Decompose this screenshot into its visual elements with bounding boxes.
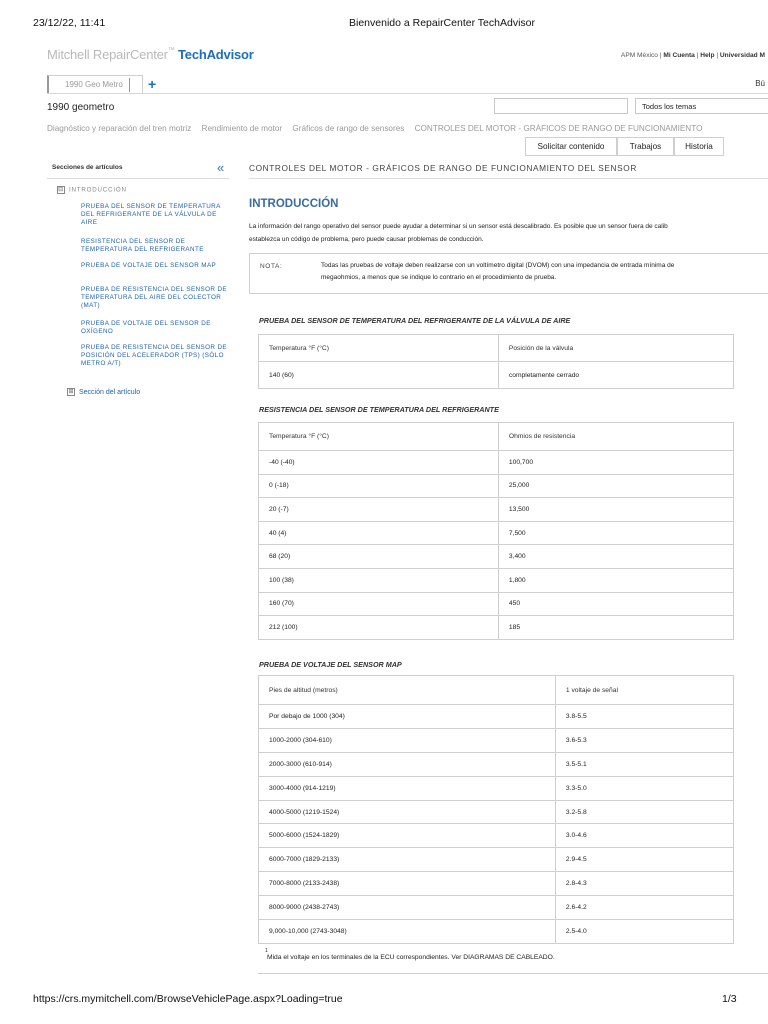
intro-line: La información del rango operativo del sensor puede ayudar a determinar si un sensor está descalibrado. Es posible que un sensor fuera de calib bbox=[249, 223, 668, 230]
table-cell: 3000-4000 (914-1219) bbox=[259, 776, 556, 800]
tab-vehicle[interactable] bbox=[47, 75, 143, 93]
sidebar-item-mat-resistance[interactable]: PRUEBA DE RESISTENCIA DEL SENSOR DE TEMPERATURA DEL AIRE DEL COLECTOR (MAT) bbox=[81, 286, 228, 310]
table-row bbox=[259, 705, 734, 729]
print-page-number: 1/3 bbox=[722, 993, 737, 1005]
sidebar-item-intro[interactable] bbox=[57, 186, 127, 194]
table-header-row bbox=[259, 335, 734, 362]
table-cell: 5000-6000 (1524-1829) bbox=[259, 824, 556, 848]
table-row bbox=[259, 752, 734, 776]
table-cell: 0 (-18) bbox=[259, 474, 499, 498]
map-voltage-table bbox=[258, 675, 734, 944]
table-header-cell: Posición de la válvula bbox=[498, 335, 733, 362]
note-text bbox=[321, 260, 768, 284]
article-heading: INTRODUCCIÓN bbox=[249, 198, 339, 210]
table-cell: 9,000-10,000 (2743-3048) bbox=[259, 920, 556, 944]
sidebar-title: Secciones de artículos bbox=[52, 164, 123, 171]
table-row bbox=[259, 896, 734, 920]
tab-bar-divider bbox=[47, 93, 768, 94]
sidebar-item-valve-test[interactable]: PRUEBA DEL SENSOR DE TEMPERATURA DEL REFRIGERANTE DE LA VÁLVULA DE AIRE bbox=[81, 203, 221, 227]
table-cell: 13,500 bbox=[498, 498, 733, 522]
table-cell: Por debajo de 1000 (304) bbox=[259, 705, 556, 729]
table-cell: 4000-5000 (1219-1524) bbox=[259, 800, 556, 824]
table-cell: 3.6-5.3 bbox=[555, 728, 733, 752]
sidebar-divider bbox=[47, 178, 229, 179]
top-link-help[interactable]: Help bbox=[700, 52, 715, 59]
footnote-divider bbox=[258, 973, 768, 974]
table-cell: 212 (100) bbox=[259, 616, 499, 640]
history-button[interactable]: Historia bbox=[674, 137, 724, 156]
note-box bbox=[249, 253, 768, 294]
table-cell: 3,400 bbox=[498, 545, 733, 569]
sidebar-item-map-voltage[interactable]: PRUEBA DE VOLTAJE DEL SENSOR MAP bbox=[81, 262, 217, 269]
print-title: Bienvenido a RepairCenter TechAdvisor bbox=[349, 17, 535, 29]
section-divider bbox=[249, 178, 768, 179]
table-cell: 100,700 bbox=[498, 451, 733, 475]
table-cell: 1,800 bbox=[498, 568, 733, 592]
table-caption: PRUEBA DEL SENSOR DE TEMPERATURA DEL REFRIGERANTE DE LA VÁLVULA DE AIRE bbox=[259, 316, 571, 325]
table-row bbox=[259, 568, 734, 592]
section-title: CONTROLES DEL MOTOR - GRÁFICOS DE RANGO DE FUNCIONAMIENTO DEL SENSOR bbox=[249, 163, 637, 173]
table-header-cell: Pies de altitud (metros) bbox=[259, 676, 556, 705]
table-cell: 7,500 bbox=[498, 521, 733, 545]
breadcrumb-item[interactable]: CONTROLES DEL MOTOR - GRÁFICOS DE RANGO DE FUNCIONAMIENTO bbox=[414, 124, 703, 133]
logo[interactable] bbox=[47, 47, 254, 62]
table-header-cell: 1 voltaje de señal bbox=[555, 676, 733, 705]
table-header-cell: Temperatura °F (°C) bbox=[259, 335, 499, 362]
table-cell: 2.9-4.5 bbox=[555, 848, 733, 872]
footnote-mark: 1 bbox=[265, 948, 268, 954]
expand-tree-icon[interactable]: ⊞ bbox=[68, 389, 74, 395]
table-row bbox=[259, 848, 734, 872]
table-cell: 3.2-5.8 bbox=[555, 800, 733, 824]
table-cell: 2.8-4.3 bbox=[555, 872, 733, 896]
table-row bbox=[259, 474, 734, 498]
table-cell: 40 (4) bbox=[259, 521, 499, 545]
table-cell: 140 (60) bbox=[259, 362, 499, 389]
table-row bbox=[259, 616, 734, 640]
sidebar-item-oxygen-voltage[interactable]: PRUEBA DE VOLTAJE DEL SENSOR DE OXÍGENO bbox=[81, 320, 211, 336]
table-cell: 8000-9000 (2438-2743) bbox=[259, 896, 556, 920]
jobs-button[interactable]: Trabajos bbox=[617, 137, 674, 156]
intro-line: establezca un código de problema, pero puede causar problemas de conducción. bbox=[249, 235, 484, 243]
table-row bbox=[259, 521, 734, 545]
print-url: https://crs.mymitchell.com/BrowseVehiclePage.aspx?Loading=true bbox=[33, 993, 343, 1005]
table-cell: 160 (70) bbox=[259, 592, 499, 616]
table-cell: 1000-2000 (304-610) bbox=[259, 728, 556, 752]
valve-test-table bbox=[258, 334, 734, 389]
table-caption: RESISTENCIA DEL SENSOR DE TEMPERATURA DEL REFRIGERANTE bbox=[259, 405, 499, 414]
sidebar-item-article-section[interactable] bbox=[67, 388, 140, 396]
breadcrumb-item[interactable]: Gráficos de rango de sensores bbox=[292, 124, 405, 133]
table-cell: 100 (38) bbox=[259, 568, 499, 592]
request-content-button[interactable]: Solicitar contenido bbox=[525, 137, 617, 156]
note-line: Todas las pruebas de voltaje deben realizarse con un voltímetro digital (DVOM) con una impedancia de entrada mínima de bbox=[321, 262, 675, 269]
table-cell: 25,000 bbox=[498, 474, 733, 498]
search-button[interactable]: Bú bbox=[755, 79, 765, 88]
table-cell: 3.8-5.5 bbox=[555, 705, 733, 729]
sidebar-item-coolant-resistance[interactable]: RESISTENCIA DEL SENSOR DE TEMPERATURA DEL REFRIGERANTE bbox=[81, 238, 204, 254]
footnote-text: Mida el voltaje en los terminales de la ECU correspondientes. Ver DIAGRAMAS DE CABLEADO. bbox=[267, 954, 555, 961]
table-row bbox=[259, 920, 734, 944]
vehicle-title: 1990 geometro bbox=[47, 102, 115, 113]
table-cell: 20 (-7) bbox=[259, 498, 499, 522]
table-cell: 2.5-4.0 bbox=[555, 920, 733, 944]
table-cell: 68 (20) bbox=[259, 545, 499, 569]
top-link-university[interactable]: Universidad M bbox=[719, 52, 765, 59]
table-cell: 3.5-5.1 bbox=[555, 752, 733, 776]
table-row bbox=[259, 800, 734, 824]
add-tab-button[interactable]: + bbox=[148, 76, 157, 92]
table-row bbox=[259, 776, 734, 800]
search-input[interactable] bbox=[494, 98, 628, 114]
top-link-account[interactable]: Mi Cuenta bbox=[663, 52, 695, 59]
collapse-sidebar-button[interactable]: « bbox=[217, 160, 225, 175]
breadcrumb-item[interactable]: Diagnóstico y reparación del tren motriz bbox=[47, 124, 192, 133]
tab-separator bbox=[129, 78, 130, 92]
table-cell: 7000-8000 (2133-2438) bbox=[259, 872, 556, 896]
sidebar-item-label: INTRODUCCIÓN bbox=[69, 186, 127, 194]
top-link-apm[interactable]: APM México bbox=[620, 52, 658, 59]
table-header-cell: Ohmios de resistencia bbox=[498, 423, 733, 451]
logo-mitchell: Mitchell RepairCenter bbox=[47, 47, 168, 62]
table-cell: -40 (-40) bbox=[259, 451, 499, 475]
note-line: megaohmios, a menos que se indique lo contrario en el procedimiento de prueba. bbox=[321, 274, 557, 281]
sidebar-item-label: Sección del artículo bbox=[79, 388, 141, 396]
table-caption: PRUEBA DE VOLTAJE DEL SENSOR MAP bbox=[259, 660, 402, 669]
print-datetime: 23/12/22, 11:41 bbox=[33, 17, 106, 29]
table-header-row bbox=[259, 676, 734, 705]
table-row bbox=[259, 451, 734, 475]
tab-vehicle-label: 1990 Geo Metro bbox=[65, 80, 123, 89]
table-footnote bbox=[265, 948, 555, 961]
table-header-cell: Temperatura °F (°C) bbox=[259, 423, 499, 451]
topic-select[interactable]: Todos los temas bbox=[635, 98, 768, 114]
top-links: APM México | Mi Cuenta | Help | Universidad M bbox=[620, 52, 765, 59]
logo-techadvisor: TechAdvisor bbox=[178, 47, 254, 62]
sidebar-item-tps-resistance[interactable]: PRUEBA DE RESISTENCIA DEL SENSOR DE POSICIÓN DEL ACELERADOR (TPS) (SÓLO METRO A/T) bbox=[81, 344, 228, 368]
note-label: NOTA: bbox=[260, 263, 283, 270]
table-cell: 6000-7000 (1829-2133) bbox=[259, 848, 556, 872]
table-row bbox=[259, 362, 734, 389]
logo-tm: ™ bbox=[167, 47, 175, 54]
table-cell: completamente cerrado bbox=[498, 362, 733, 389]
table-cell: 3.3-5.0 bbox=[555, 776, 733, 800]
table-row bbox=[259, 592, 734, 616]
collapse-tree-icon[interactable]: ⊟ bbox=[58, 187, 64, 193]
table-row bbox=[259, 498, 734, 522]
table-row bbox=[259, 824, 734, 848]
table-header-row bbox=[259, 423, 734, 451]
table-cell: 2000-3000 (610-914) bbox=[259, 752, 556, 776]
table-cell: 2.6-4.2 bbox=[555, 896, 733, 920]
table-cell: 450 bbox=[498, 592, 733, 616]
breadcrumb-item[interactable]: Rendimiento de motor bbox=[201, 124, 283, 133]
intro-paragraph bbox=[249, 221, 768, 246]
table-row bbox=[259, 872, 734, 896]
table-row bbox=[259, 728, 734, 752]
table-row bbox=[259, 545, 734, 569]
table-cell: 185 bbox=[498, 616, 733, 640]
coolant-resistance-table bbox=[258, 422, 734, 640]
table-cell: 3.0-4.6 bbox=[555, 824, 733, 848]
breadcrumb bbox=[47, 124, 768, 133]
